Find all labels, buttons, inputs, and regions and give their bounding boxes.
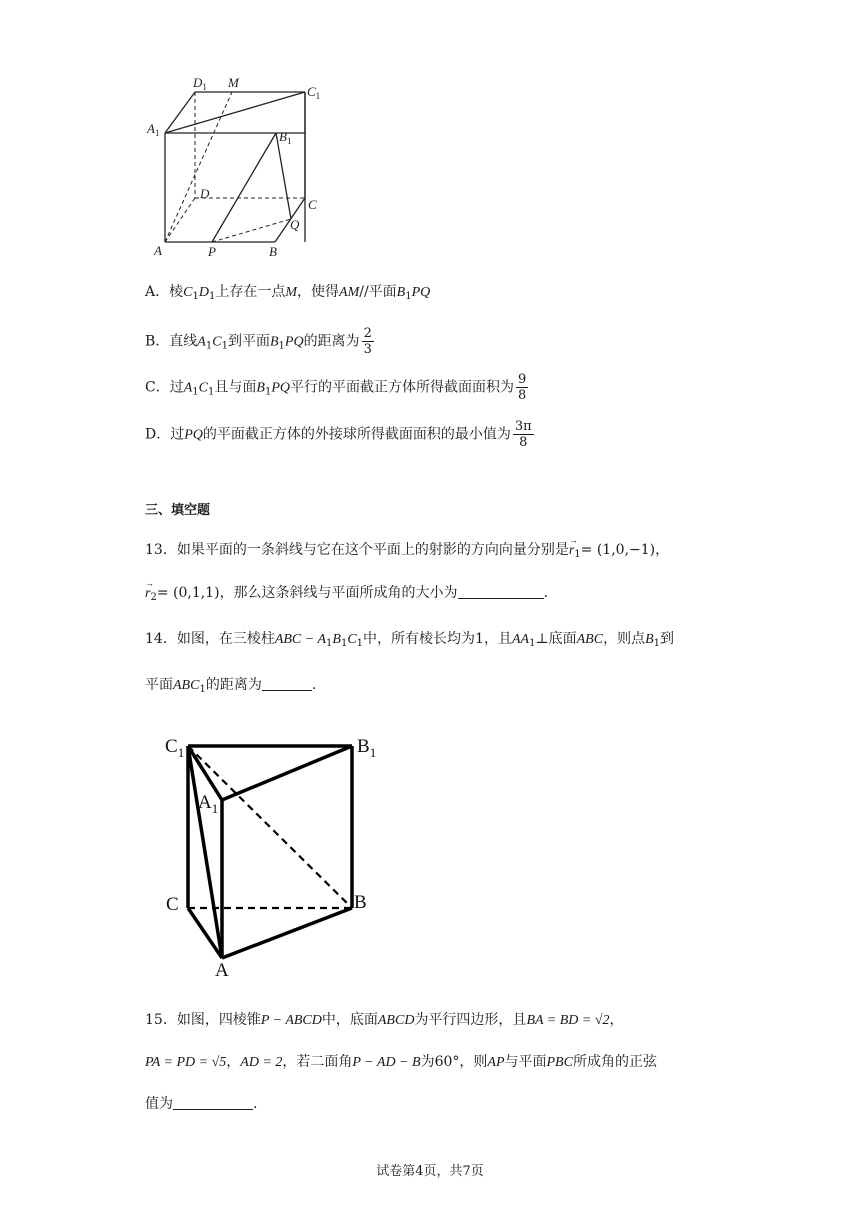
q13-line2: → $r_2= (0,1,1)$，那么这条斜线与平面所成角的大小为 . bbox=[145, 583, 548, 604]
fig2-label-c: C bbox=[166, 894, 179, 915]
fig1-label-d: D bbox=[200, 186, 210, 201]
fig1-label-a: A bbox=[154, 243, 162, 258]
q15-line1: 15．如图，四棱锥P − ABCD中，底面ABCD为平行四边形，且BA = BD = √2， bbox=[145, 1012, 624, 1028]
prism-figure bbox=[160, 725, 390, 980]
cube-figure bbox=[140, 72, 340, 268]
q13-answer-blank[interactable] bbox=[458, 583, 544, 599]
fig1-label-m: M bbox=[228, 75, 239, 90]
q13-line1: 13．如果平面的一条斜线与它在这个平面上的射影的方向向量分别是→ $r_1= (1,0,-1)$， bbox=[145, 540, 669, 561]
fig1-label-p: P bbox=[208, 244, 216, 259]
q15-answer-blank[interactable] bbox=[173, 1094, 253, 1110]
fig1-label-b: B bbox=[269, 244, 277, 259]
fraction-3pi-8: $\frac{3\pi}{8}$ bbox=[514, 419, 532, 450]
q15-line3: 值为 . bbox=[145, 1096, 258, 1112]
fig1-label-b1: $B_1$ bbox=[279, 129, 292, 146]
fig2-label-a1: $A_1$ bbox=[198, 792, 219, 816]
fig1-label-c1: $C_1$ bbox=[307, 84, 321, 101]
option-d: D．过PQ的平面截正方体的外接球所得截面面积的最小值为 $\frac{3\pi}{8}$ bbox=[145, 419, 532, 450]
fig2-label-b: B bbox=[354, 892, 367, 913]
fig2-label-a: A bbox=[215, 960, 229, 980]
section-heading: 三、填空题 bbox=[145, 503, 211, 518]
option-b: B．直线$A_1C_1$到平面$B_1PQ$的距离为 $\frac{2}{3}$ bbox=[145, 326, 372, 357]
q15-line2: PA = PD = √5，AD = 2，若二面角P − AD − B为60°，则AP与平面PBC所成角的正弦 bbox=[145, 1054, 657, 1070]
fraction-2-3: $\frac{2}{3}$ bbox=[363, 326, 372, 357]
option-c: C．过$A_1C_1$且与面$B_1PQ$平行的平面截正方体所得截面面积为 $\frac{9}{8}$ bbox=[145, 372, 527, 403]
fig2-label-c1: $C_1$ bbox=[165, 736, 185, 760]
fig2-label-b1: $B_1$ bbox=[357, 736, 377, 760]
fraction-9-8: $\frac{9}{8}$ bbox=[517, 372, 527, 403]
page-footer: 试卷第4页，共7页 bbox=[376, 1164, 484, 1179]
q14-line1: 14．如图，在三棱柱ABC − $A_1B_1C_1$中，所有棱长均为1，且$AA_1\perp$底面ABC，则点$B_1$到 bbox=[145, 631, 675, 649]
fig1-label-c: C bbox=[308, 197, 317, 212]
fig1-label-q: Q bbox=[290, 217, 300, 232]
option-a: A．棱$C_1D_1$上存在一点M，使得AM//平面$B_1PQ$ bbox=[145, 284, 431, 302]
q14-line2: 平面$ABC_1$的距离为 . bbox=[145, 677, 317, 695]
fig1-label-a1: $A_1$ bbox=[147, 121, 160, 138]
q14-answer-blank[interactable] bbox=[262, 675, 312, 691]
fig1-label-d1: $D_1$ bbox=[193, 75, 207, 92]
